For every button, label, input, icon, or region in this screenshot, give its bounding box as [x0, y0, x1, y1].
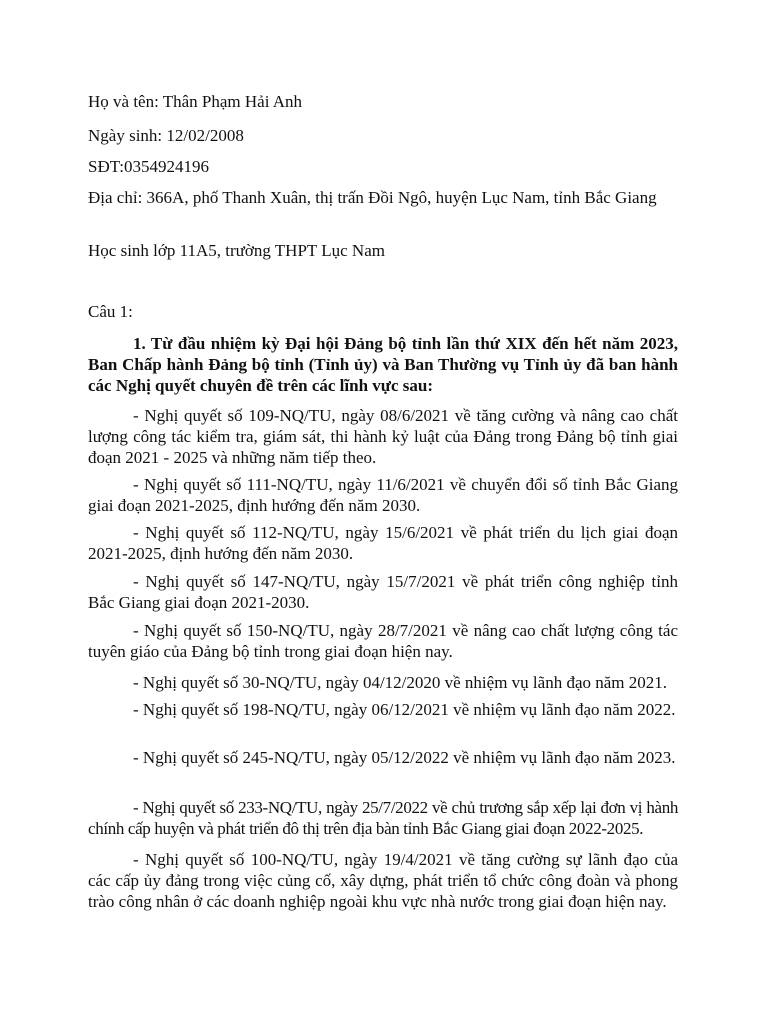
phone-line: SĐT:0354924196	[88, 157, 209, 176]
question-label: Câu 1:	[88, 302, 133, 321]
document-page	[88, 0, 678, 1024]
resolution-item: - Nghị quyết số 111-NQ/TU, ngày 11/6/2021 về chuyển đổi số tỉnh Bắc Giang giai đoạn 2021-2025, định hướng đến năm 2030.	[88, 475, 678, 515]
question-heading: 1. Từ đầu nhiệm kỳ Đại hội Đảng bộ tỉnh lần thứ XIX đến hết năm 2023, Ban Chấp hành Đảng bộ tỉnh (Tỉnh ủy) và Ban Thường vụ Tỉnh ủy đã ban hành các Nghị quyết chuyên đề trên các lĩnh vực sau:	[88, 334, 678, 395]
address-line: Địa chỉ: 366A, phố Thanh Xuân, thị trấn Đồi Ngô, huyện Lục Nam, tỉnh Bắc Giang	[88, 188, 657, 207]
resolution-item: - Nghị quyết số 100-NQ/TU, ngày 19/4/2021 về tăng cường sự lãnh đạo của các cấp ủy đảng trong việc củng cố, xây dựng, phát triển tổ chức công đoàn và phong trào công nhân ở các doanh nghiệp ngoài khu vực nhà nước trong giai đoạn hiện nay.	[88, 850, 678, 911]
resolution-item: - Nghị quyết số 150-NQ/TU, ngày 28/7/2021 về nâng cao chất lượng công tác tuyên giáo của Đảng bộ tỉnh trong giai đoạn hiện nay.	[88, 621, 678, 661]
dob-line: Ngày sinh: 12/02/2008	[88, 126, 244, 145]
resolution-item: - Nghị quyết số 30-NQ/TU, ngày 04/12/2020 về nhiệm vụ lãnh đạo năm 2021.	[133, 673, 668, 692]
name-line: Họ và tên: Thân Phạm Hải Anh	[88, 92, 303, 111]
resolution-item: - Nghị quyết số 245-NQ/TU, ngày 05/12/2022 về nhiệm vụ lãnh đạo năm 2023.	[133, 748, 676, 767]
resolution-item: - Nghị quyết số 112-NQ/TU, ngày 15/6/2021 về phát triển du lịch giai đoạn 2021-2025, định hướng đến năm 2030.	[88, 523, 678, 563]
resolution-item: - Nghị quyết số 198-NQ/TU, ngày 06/12/2021 về nhiệm vụ lãnh đạo năm 2022.	[133, 700, 676, 719]
resolution-item: - Nghị quyết số 147-NQ/TU, ngày 15/7/2021 về phát triển công nghiệp tỉnh Bắc Giang giai đoạn 2021-2030.	[88, 572, 678, 612]
resolution-item: - Nghị quyết số 109-NQ/TU, ngày 08/6/2021 về tăng cường và nâng cao chất lượng công tác kiểm tra, giám sát, thi hành kỷ luật của Đảng trong Đảng bộ tỉnh giai đoạn 2021 - 2025 và những năm tiếp theo.	[88, 406, 678, 467]
resolution-item: - Nghị quyết số 233-NQ/TU, ngày 25/7/2022 về chủ trương sắp xếp lại đơn vị hành chính cấp huyện và phát triển đô thị trên địa bàn tỉnh Bắc Giang giai đoạn 2022-2025.	[88, 798, 678, 838]
school-line: Học sinh lớp 11A5, trường THPT Lục Nam	[88, 241, 385, 260]
